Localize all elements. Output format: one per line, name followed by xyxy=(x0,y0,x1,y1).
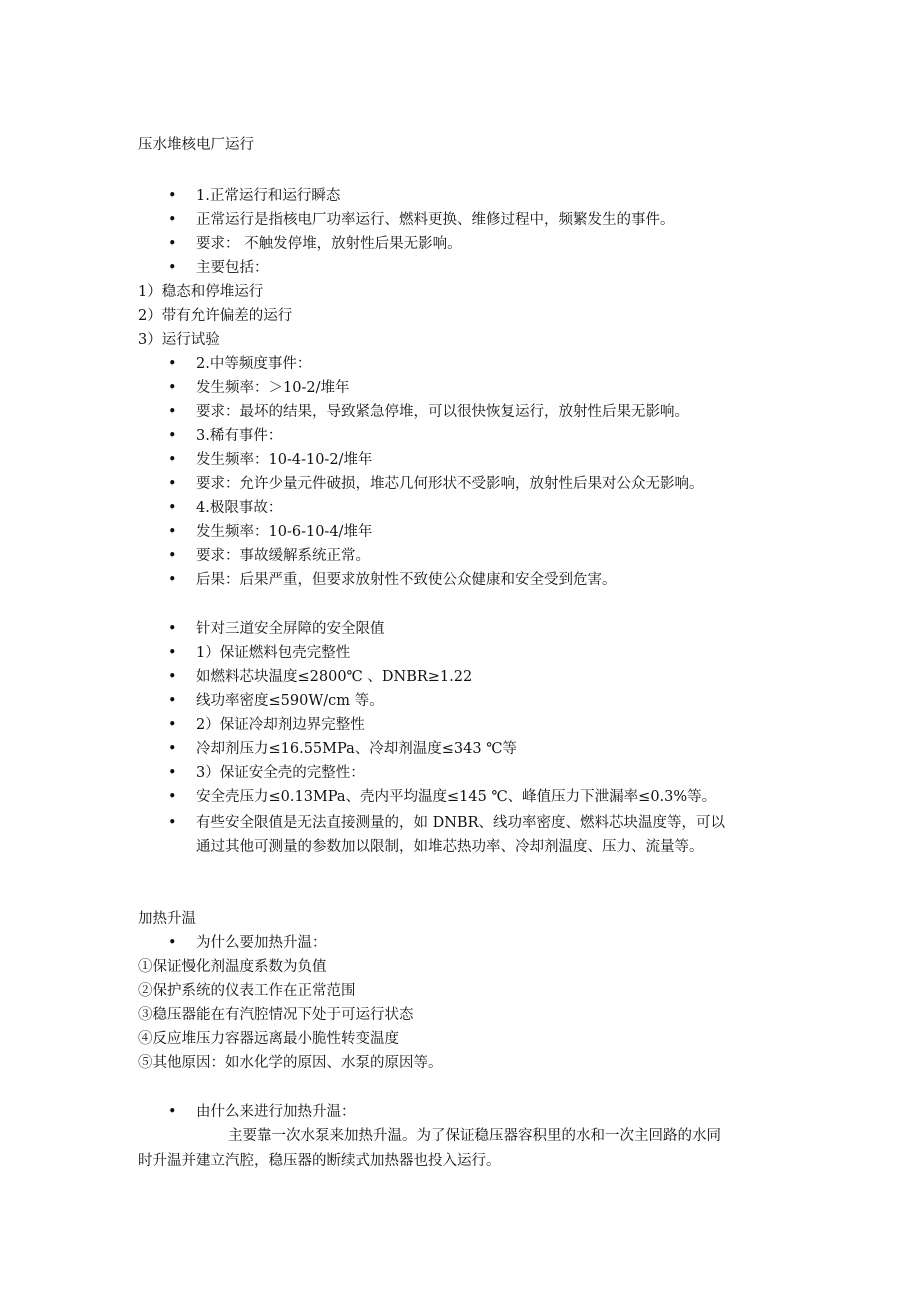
bullet-icon: • xyxy=(168,741,177,757)
bullet-icon: • xyxy=(168,789,177,805)
numbered-item: 3）运行试验 xyxy=(138,332,220,348)
bullet-icon: • xyxy=(168,452,177,468)
bullet-icon: • xyxy=(168,500,177,516)
bullet-icon: • xyxy=(168,404,177,420)
bullet-icon: • xyxy=(168,428,177,444)
bullet-icon: • xyxy=(168,524,177,540)
bullet-icon: • xyxy=(168,212,177,228)
reason-item: ④反应堆压力容器远离最小脆性转变温度 xyxy=(138,1031,399,1047)
bullet-icon: • xyxy=(168,693,177,709)
bullet-icon: • xyxy=(168,260,177,276)
bullet-icon: • xyxy=(168,1104,177,1120)
bullet-icon: • xyxy=(168,356,177,372)
bullet-icon: • xyxy=(168,645,177,661)
bullet-icon: • xyxy=(168,188,177,204)
section-title: 加热升温 xyxy=(138,911,196,927)
reason-item: ①保证慢化剂温度系数为负值 xyxy=(138,959,327,975)
paragraph-line: 主要靠一次水泵来加热升温。为了保证稳压器容积里的水和一次主回路的水同 xyxy=(228,1128,721,1144)
bullet-icon: • xyxy=(168,815,177,831)
section-title: 压水堆核电厂运行 xyxy=(138,137,254,153)
bullet-icon: • xyxy=(168,548,177,564)
numbered-item: 2）带有允许偏差的运行 xyxy=(138,308,293,324)
bullet-icon: • xyxy=(168,669,177,685)
document-page: 压水堆核电厂运行 • 1.正常运行和运行瞬态 • 正常运行是指核电厂功率运行、燃料更换、维修过程中，频繁发生的事件。 • 要求： 不触发停堆，放射性后果无影响。 • 主要包括： 1）稳态和停堆运行 2）带有允许偏差的运行 3）运行试验 • 2.中等频度事件： • 发生频率：＞10-2/堆年 • 要求：最坏的结果，导致紧急停堆，可以很快恢复运行，放射性后果无影响。 • 3.稀有事件： • 发生频率：10-4-10-2/堆年 • 要求：允许少量元件破损，堆芯几何形状不受影响，放射性后果对公众无影响。 • 4.极限事故： • 发生频率：10-6-10-4/堆年 • 要求：事故缓解系统正常。 • 后果：后果严重，但要求放射性不致使公众健康和安全受到危害。 • 针对三道安全屏障的安全限值 • 1）保证燃料包壳完整性 • 如燃料芯块温度≤2800℃ 、DNBR≥1.22 • 线功率密度≤590W/cm 等。 • 2）保证冷却剂边界完整性 • 冷却剂压力≤16.55MPa、冷却剂温度≤343 ℃等 • 3）保证安全壳的完整性： • 安全壳压力≤0.13MPa、壳内平均温度≤145 ℃、峰值压力下泄漏率≤0.3%等。 • 有些安全限值是无法直接测量的，如 DNBR、线功率密度、燃料芯块温度等，可以 通过其他可测量的参数加以限制，如堆芯热功率、冷却剂温度、压力、流量等。 加热升温 • 为什么要加热升温： ①保证慢化剂温度系数为负值 ②保护系统的仪表工作在正常范围 ③稳压器能在有汽腔情况下处于可运行状态 ④反应堆压力容器远离最小脆性转变温度 ⑤其他原因：如水化学的原因、水泵的原因等。 • 由什么来进行加热升温： 主要靠一次水泵来加热升温。为了保证稳压器容积里的水和一次主回路的水同 时升温并建立汽腔，稳压器的断续式加热器也投入运行。 xyxy=(0,0,920,1302)
bullet-icon: • xyxy=(168,765,177,781)
reason-item: ②保护系统的仪表工作在正常范围 xyxy=(138,983,356,999)
bullet-icon: • xyxy=(168,717,177,733)
bullet-icon: • xyxy=(168,476,177,492)
bullet-icon: • xyxy=(168,380,177,396)
bullet-icon: • xyxy=(168,572,177,588)
numbered-item: 1）稳态和停堆运行 xyxy=(138,284,264,300)
bullet-icon: • xyxy=(168,935,177,951)
bullet-icon: • xyxy=(168,621,177,637)
reason-item: ③稳压器能在有汽腔情况下处于可运行状态 xyxy=(138,1007,414,1023)
paragraph-line: 时升温并建立汽腔，稳压器的断续式加热器也投入运行。 xyxy=(138,1153,501,1169)
bullet-icon: • xyxy=(168,236,177,252)
reason-item: ⑤其他原因：如水化学的原因、水泵的原因等。 xyxy=(138,1055,443,1071)
